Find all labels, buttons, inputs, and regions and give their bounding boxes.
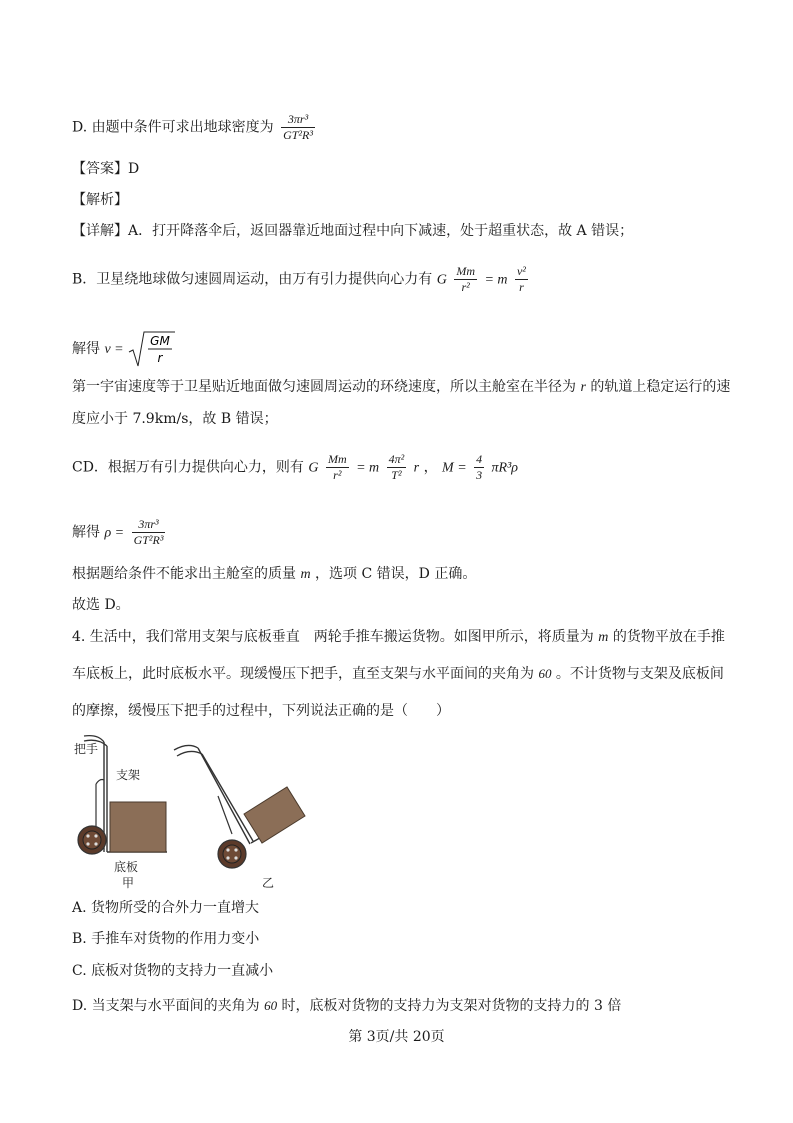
option-d-text-c: 时，底板对货物的支持力为支架对货物的支持力的 3 倍 [281,998,622,1014]
density-numerator: 3πr³ [281,112,315,128]
t2-denominator: T² [391,468,402,482]
rho-denominator: GT²R³ [133,533,164,547]
three-denominator: 3 [476,468,483,482]
density-denominator: GT²R³ [283,128,313,142]
option-c: C. 底板对货物的支持力一直减小 [72,963,274,979]
answer-line: 【答案】D [72,161,140,177]
v2-over-r [515,264,528,295]
detail-a: 【详解】A．打开降落伞后，返回器靠近地面过程中向下减速，处于超重状态，故 A 错误； [72,223,634,239]
sqrt-sign [128,330,176,368]
cart-jia [74,736,167,890]
mm2-numerator: Mm [327,452,347,466]
4pi2-over-t2 [387,452,407,483]
pi-r3-rho: πR³ρ [491,460,519,476]
r2b-denominator: r² [333,468,342,482]
mm-numerator: Mm [456,264,475,278]
density-fraction [281,112,315,143]
label-jia: 甲 [122,876,135,890]
conclusion-line [72,564,476,585]
option-d [72,996,621,1016]
mm-over-r2-b [326,452,349,483]
v-equals: v = [104,342,124,357]
cosmic-text-1: 第一宇宙速度等于卫星贴近地面做匀速圆周运动的环绕速度，所以主舱室在半径为 [72,379,576,395]
cargo-box-yi [244,787,305,843]
q4-text-1b: 的货物平放在手推 [612,629,725,645]
b-intro-text: B．卫星绕地球做匀速圆周运动，由万有引力提供向心力有 [72,271,433,288]
equals-m-2: = m [356,460,380,476]
r2-denominator: r² [461,280,470,294]
four-numerator: 4 [476,452,483,466]
label-bracket: 支架 [116,768,141,782]
analysis-heading: 【解析】 [72,192,128,208]
radius-var: r [580,380,586,395]
page-footer: 第 3页/共 20页 [348,1029,445,1045]
r-denominator: r [519,280,524,294]
label-handle: 把手 [74,742,99,756]
cd-line [72,452,518,483]
hand-truck-figure [72,734,312,894]
four-thirds [474,452,484,483]
mm-over-r2 [454,264,477,295]
conclusion-text-b: ，选项 C 错误，D 正确。 [315,566,477,582]
angle-60-d: 60 [264,998,278,1013]
cosmic-text-1b: 的轨道上稳定运行的速 [590,379,731,395]
option-b: B. 手推车对货物的作用力变小 [72,931,260,947]
q4-text-2c: 。不计货物与支架及底板间 [555,666,724,682]
option-a: A. 货物所受的合外力一直增大 [72,900,260,916]
solve-rho-label: 解得 [72,524,100,541]
option-d-text-a: D. 当支架与水平面间的夹角为 [72,998,260,1014]
mass-var: m [300,567,311,582]
choose-line: 故选 D。 [72,597,130,613]
mass-equals: M = [442,460,467,476]
angle-60: 60 [538,666,552,681]
conclusion-text-a: 根据题给条件不能求出主舱室的质量 [72,566,296,582]
q4-text-1a: 4. 生活中，我们常用支架与底板垂直 两轮手推车搬运货物。如图甲所示，将质量为 [72,629,594,645]
cd-intro-text: CD．根据万有引力提供向心力，则有 [72,459,304,476]
r-tail: r [413,460,420,476]
cargo-box-jia [110,802,166,852]
rho-equals: ρ = [104,525,125,541]
cargo-mass-var: m [598,630,609,645]
q4-line-2 [72,664,724,684]
cosmic-line-2: 度应小于 7.9km/s，故 B 错误； [72,411,278,427]
q4-line-3: 的摩擦，缓慢压下把手的过程中，下列说法正确的是（ ） [72,703,450,719]
equals-m: = m [484,272,508,288]
rho-fraction [132,517,166,548]
v2-numerator: v² [516,264,526,278]
gm-numerator: GM [150,334,170,348]
4pi2-numerator: 4π² [388,452,405,466]
q4-text-2a: 车底板上，此时底板水平。现缓慢压下把手，直至支架与水平面间的夹角为 [72,666,534,682]
rho-numerator: 3πr³ [132,517,166,533]
b-intro-line [72,264,531,295]
cart-yi [174,745,305,890]
grav-constant: G [436,272,447,288]
cosmic-line-1 [72,377,730,398]
gm-denominator: r [157,351,163,365]
solve-v-label: 解得 [72,341,100,357]
grav-constant-2: G [308,460,319,476]
comma: ， [423,459,438,476]
prev-option-d-text: D. 由题中条件可求出地球密度为 [72,119,274,136]
solve-v-line [72,330,176,368]
sqrt-gm-over-r [128,330,176,368]
label-base: 底板 [114,860,139,874]
q4-line-1 [72,627,725,648]
solve-rho-line [72,517,168,548]
label-yi: 乙 [262,876,275,890]
prev-option-d [72,112,318,143]
